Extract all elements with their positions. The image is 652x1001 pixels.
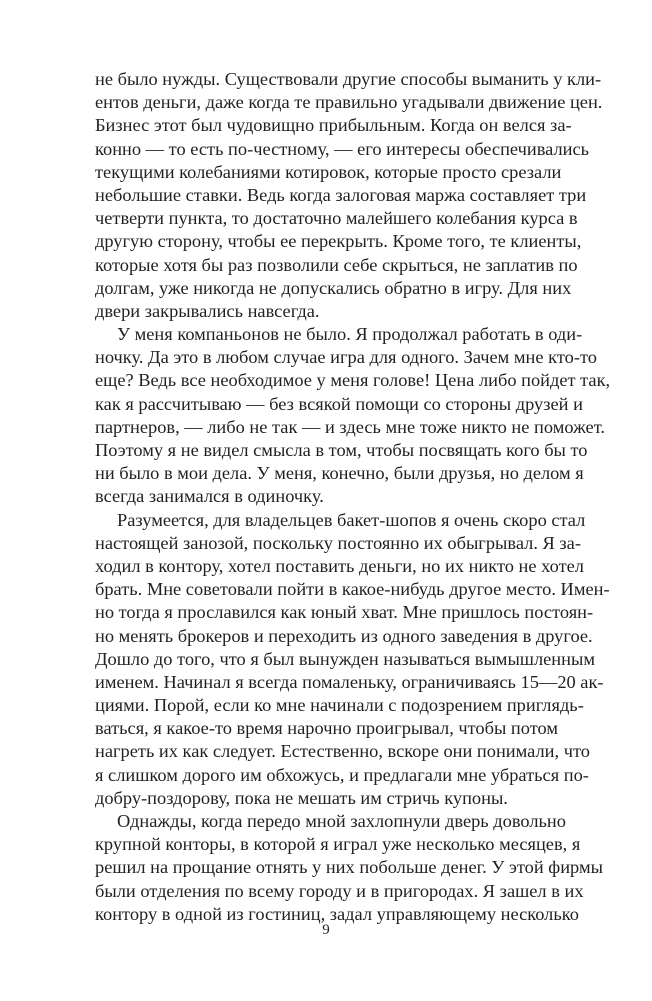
text-line: которые хотя бы раз позволили себе скрыться, не заплатив по	[95, 254, 578, 275]
text-line: как я рассчитываю — без всякой помощи со стороны друзей и	[95, 393, 583, 414]
text-line: небольшие ставки. Ведь когда залоговая маржа составляет три	[95, 184, 587, 205]
text-line: ходил в контору, хотел поставить деньги, но их никто не хотел	[95, 555, 584, 576]
text-line: Однажды, когда передо мной захлопнули дверь довольно	[117, 811, 566, 831]
paragraph	[95, 509, 610, 810]
text-line: еще? Ведь все необходимое у меня голове! Цена либо пойдет так,	[95, 370, 611, 391]
text-line: всегда занимался в одиночку.	[95, 486, 324, 507]
paragraph	[95, 323, 611, 509]
text-line: Дошло до того, что я был вынужден называться вымышленным	[95, 648, 595, 669]
text-line: ваться, я какое-то время нарочно проигрывал, чтобы потом	[95, 718, 559, 739]
paragraph	[95, 68, 603, 323]
paragraph	[95, 810, 603, 926]
page-number: 9	[322, 922, 330, 938]
text-line: настоящей занозой, поскольку постоянно их обыгрывал. Я за-	[95, 532, 581, 553]
text-line: я слишком дорого им обхожусь, и предлагали мне убраться по-	[95, 764, 589, 785]
text-line: добру-поздорову, пока не мешать им стричь купоны.	[95, 787, 508, 808]
text-line: были отделения по всему городу и в пригородах. Я зашел в их	[95, 880, 584, 901]
text-line: конно — то есть по-честному, — его интересы обеспечивались	[95, 138, 590, 159]
text-line: но тогда я прославился как юный хват. Мне пришлось постоян-	[95, 602, 594, 623]
text-line: четверти пункта, то достаточно малейшего колебания курса в	[95, 208, 578, 229]
text-line: брать. Мне советовали пойти в какое-нибудь другое место. Имен-	[95, 579, 610, 600]
text-line: решил на прощание отнять у них побольше денег. У этой фирмы	[95, 857, 603, 878]
text-line: текущими колебаниями котировок, которые просто срезали	[95, 161, 562, 182]
text-line: не было нужды. Существовали другие способы выманить у кли-	[95, 69, 602, 89]
text-line: нагреть их как следует. Естественно, вскоре они понимали, что	[95, 741, 590, 762]
text-line: ентов деньги, даже когда те правильно угадывали движение цен.	[95, 92, 603, 113]
text-line: именем. Начинал я всегда помаленьку, ограничиваясь 15—20 ак-	[95, 671, 604, 692]
text-line: другую сторону, чтобы ее перекрыть. Кроме того, те клиенты,	[95, 231, 582, 252]
text-line: ни было в мои дела. У меня, конечно, были друзья, но делом я	[95, 463, 584, 484]
body-text	[95, 68, 611, 926]
text-line: циями. Порой, если ко мне начинали с подозрением приглядь-	[95, 695, 584, 716]
text-line: контору в одной из гостиниц, задал управляющему несколько	[95, 903, 579, 924]
text-line: Разумеется, для владельцев бакет-шопов я очень скоро стал	[117, 509, 586, 530]
text-line: У меня компаньонов не было. Я продолжал работать в оди-	[117, 324, 583, 345]
text-line: Бизнес этот был чудовищно прибыльным. Когда он велся за-	[95, 115, 572, 136]
text-line: двери закрывались навсегда.	[95, 300, 320, 321]
text-line: Поэтому я не видел смысла в том, чтобы посвящать кого бы то	[95, 440, 588, 460]
text-line: крупной конторы, в которой я играл уже несколько месяцев, я	[95, 834, 581, 855]
text-line: ночку. Да это в любом случае игра для одного. Зачем мне кто-то	[95, 347, 597, 368]
text-line: партнеров, — либо не так — и здесь мне тоже никто не поможет.	[95, 416, 605, 437]
text-line: но менять брокеров и переходить из одного заведения в другое.	[95, 625, 593, 646]
text-line: долгам, уже никогда не допускались обратно в игру. Для них	[95, 277, 572, 298]
